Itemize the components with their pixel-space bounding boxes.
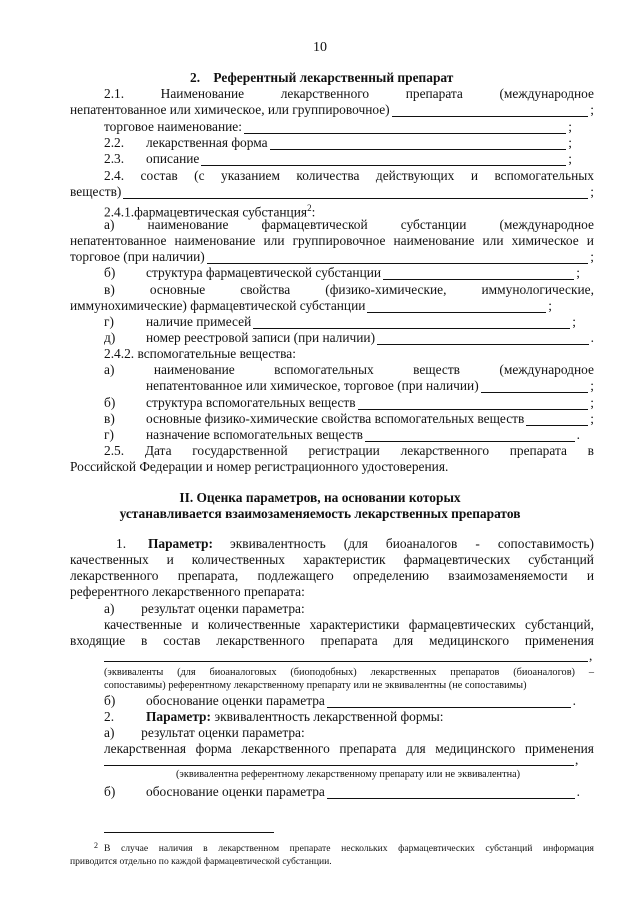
- param1-result-line-2: входящие в состав лекарственного препарата для медицинского применения: [70, 633, 594, 648]
- substance-heading: 2.4.1.фармацевтическая субстанция$^2$:: [104, 203, 316, 220]
- registry-number-field: д) номер реестровой записи (при наличии) .: [104, 330, 594, 345]
- param1-line-4: референтного лекарственного препарата:: [70, 584, 305, 599]
- substance-properties-line: в) основные свойства (физико-химические, иммунологические,: [104, 282, 594, 297]
- composition-line: 2.4. состав (с указанием количества действующих и вспомогательных: [104, 168, 594, 183]
- param1-note-line-2: сопоставимы) референтному лекарственному препарату или не эквивалентны (не сопоставимы): [104, 680, 527, 691]
- param2-result-comma: ,: [575, 752, 579, 767]
- excipients-name-line: а) наименование вспомогательных веществ (международное: [104, 362, 594, 377]
- param1-result-blank: [104, 661, 588, 662]
- line-2-1: 2.1. Наименование лекарственного препарата (международное: [104, 86, 594, 101]
- footnote-separator: [104, 832, 274, 833]
- section-II-title: II. Оценка параметров, на основании которых: [179, 490, 461, 505]
- param1-justification-field: б) обоснование оценки параметра .: [104, 693, 576, 708]
- footnote-line-1: В случае наличия в лекарственном препарате нескольких фармацевтических субстанций информация: [104, 843, 594, 854]
- substance-name-line-2: непатентованное наименование или группировочное наименование или химическое и: [70, 233, 594, 248]
- param2-result-blank: [104, 765, 574, 766]
- line-2-1-cont: непатентованное или химическое, или группировочное) ;: [70, 102, 594, 117]
- substance-structure-field: б) структура фармацевтической субстанции ;: [104, 265, 580, 280]
- registration-date-line: 2.5. Дата государственной регистрации лекарственного препарата в: [104, 443, 594, 458]
- excipients-name-field: непатентованное или химическое, торговое (при наличии) ;: [146, 378, 594, 393]
- excipients-purpose-field: г) назначение вспомогательных веществ .: [104, 427, 580, 442]
- param2-result-heading: а) результат оценки параметра:: [104, 725, 305, 740]
- substance-name-field: торговое (при наличии) ;: [70, 249, 594, 264]
- description-field: 2.3. описание ;: [104, 151, 572, 166]
- substance-properties-field: иммунохимические) фармацевтической субстанции ;: [70, 298, 552, 313]
- footnote-mark: 2: [94, 841, 98, 850]
- param1-note-line-1: (эквиваленты (для биоаналоговых (биоподобных) лекарственных препаратов (биоаналогов) –: [104, 667, 594, 678]
- section-heading: 2. Референтный лекарственный препарат: [190, 70, 454, 85]
- dosage-form-field: 2.2. лекарственная форма ;: [104, 135, 572, 150]
- param1-line-3: лекарственного препарата, подлежащего определению взаимозаменяемости и: [70, 568, 594, 583]
- substance-name-line: а) наименование фармацевтической субстанции (международное: [104, 217, 594, 232]
- impurities-field: г) наличие примесей ;: [104, 314, 576, 329]
- excipients-structure-field: б) структура вспомогательных веществ ;: [104, 395, 594, 410]
- footnote-line-2: приводится отдельно по каждой фармацевтической субстанции.: [70, 856, 332, 867]
- param1-label: Параметр:: [148, 536, 213, 551]
- param2-note: (эквивалентна референтному лекарственному препарату или не эквивалентна): [176, 769, 521, 780]
- trade-name-field: торговое наименование: ;: [104, 119, 572, 134]
- param1-result-heading: а) результат оценки параметра:: [104, 601, 305, 616]
- param1-line-2: качественных и количественных характеристик фармацевтических субстанций: [70, 552, 594, 567]
- param2-justification-field: б) обоснование оценки параметра .: [104, 784, 580, 799]
- composition-field: веществ) ;: [70, 184, 594, 199]
- registration-date-line-2: Российской Федерации и номер регистрационного удостоверения.: [70, 459, 449, 474]
- param1-num: 1.: [116, 536, 127, 551]
- excipients-properties-field: в) основные физико-химические свойства вспомогательных веществ ;: [104, 411, 594, 426]
- section-II-title-2: устанавливается взаимозаменяемость лекарственных препаратов: [119, 506, 521, 521]
- page-number: 10: [313, 40, 327, 55]
- excipients-heading: 2.4.2. вспомогательные вещества:: [104, 346, 296, 361]
- param1-result-comma: ,: [589, 648, 593, 663]
- param1-result-line-1: качественные и количественные характеристики фармацевтических субстанций,: [104, 617, 594, 632]
- param2-result-line-1: лекарственная форма лекарственного препарата для медицинского применения: [104, 741, 594, 756]
- param2-heading: 2. Параметр: эквивалентность лекарственной формы:: [104, 709, 444, 724]
- param1-line-1: эквивалентность (для биоаналогов - сопоставимость): [230, 536, 594, 551]
